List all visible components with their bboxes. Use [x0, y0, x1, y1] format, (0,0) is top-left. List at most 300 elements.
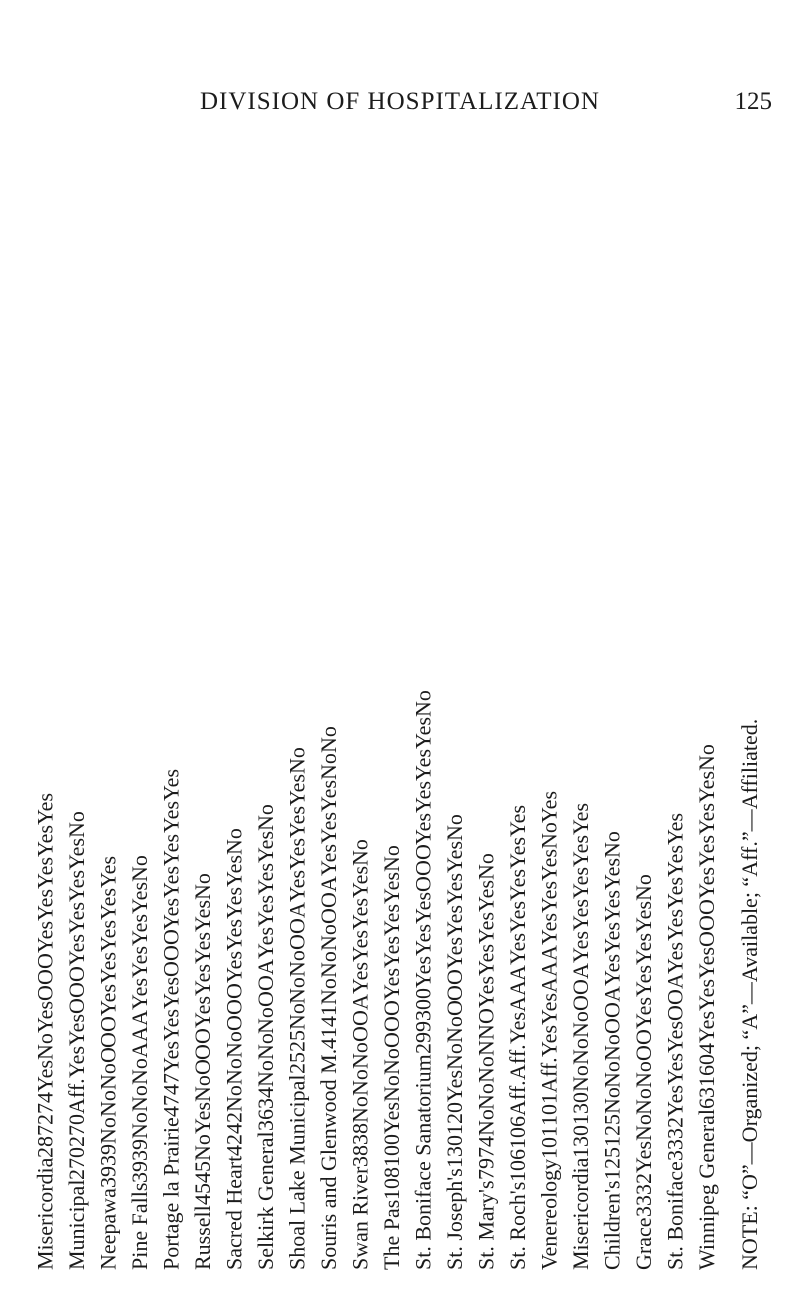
status-cell: Yes	[253, 830, 278, 863]
hospital-name: St. Roch's	[505, 1181, 530, 1270]
status-cell: N	[473, 1039, 499, 1056]
status-cell: Yes	[473, 912, 499, 945]
status-cell: No	[568, 1037, 593, 1065]
status-cell: No	[190, 872, 215, 900]
status-cell: No	[473, 853, 499, 881]
hospital-name: St. Joseph's	[442, 1168, 467, 1270]
status-cell: No	[379, 845, 404, 873]
status-cell: Yes	[253, 926, 278, 959]
status-cell: Yes	[95, 983, 121, 1016]
bed-capacity: 39	[127, 1160, 152, 1183]
status-cell: O	[284, 918, 310, 934]
status-cell: O	[316, 892, 341, 909]
status-cell: Yes	[694, 803, 719, 836]
status-cell: Yes	[473, 880, 499, 913]
status-cell: No	[347, 1068, 373, 1096]
status-cell: O	[442, 968, 467, 985]
status-cell: Yes	[379, 1101, 404, 1134]
status-cell: Yes	[127, 914, 152, 947]
status-cell: No	[631, 874, 656, 901]
status-cell: O	[284, 933, 310, 950]
status-cell: No	[221, 828, 247, 856]
status-cell: Yes	[190, 1102, 215, 1135]
status-cell: No	[253, 804, 278, 831]
status-cell: Yes	[631, 997, 656, 1030]
status-cell: No	[284, 976, 310, 1004]
bed-count: 106	[505, 1115, 530, 1149]
status-cell: No	[379, 1074, 404, 1102]
status-cell: Yes	[379, 904, 404, 937]
status-cell: Yes	[662, 1021, 688, 1054]
status-cell: No	[379, 1047, 404, 1075]
status-cell: No	[316, 924, 341, 951]
bed-count: 125	[599, 1114, 625, 1148]
table-row	[30, 150, 61, 1270]
status-cell: No	[95, 1090, 121, 1118]
bed-capacity: 631	[694, 1076, 719, 1109]
status-cell: Yes	[662, 845, 688, 878]
status-cell: Yes	[347, 930, 373, 963]
status-cell: Yes	[536, 1025, 562, 1058]
status-cell: O	[221, 999, 247, 1016]
status-cell: Yes	[662, 877, 688, 910]
hospital-name: St. Mary's	[473, 1180, 499, 1270]
status-cell: Yes	[32, 856, 58, 889]
status-cell: Yes	[253, 862, 278, 895]
hospital-name: Russell	[190, 1205, 215, 1270]
running-title: DIVISION OF HOSPITALIZATION	[200, 88, 600, 115]
status-cell: Yes	[694, 771, 719, 804]
status-cell: Yes	[64, 1013, 89, 1046]
status-cell: Yes	[316, 780, 341, 813]
hospital-name: Swan River	[347, 1166, 373, 1270]
status-cell: Yes	[284, 838, 310, 871]
status-cell: No	[316, 977, 341, 1005]
status-cell: Yes	[442, 840, 467, 873]
status-cell: Yes	[505, 900, 530, 933]
status-cell: A	[505, 996, 530, 1013]
status-cell: No	[473, 1055, 499, 1083]
status-cell: Yes	[505, 804, 530, 837]
bed-count: 32	[662, 1117, 688, 1140]
status-cell: O	[662, 989, 688, 1006]
status-cell: Yes	[473, 944, 499, 977]
status-cell: No	[127, 1111, 152, 1139]
status-cell: Yes	[694, 867, 719, 900]
status-cell: O	[347, 1010, 373, 1027]
status-cell: Yes	[190, 931, 215, 964]
bed-count: 130	[568, 1091, 593, 1125]
status-cell: O	[410, 860, 436, 877]
bed-capacity: 47	[158, 1095, 184, 1118]
status-cell: Yes	[95, 887, 121, 920]
status-cell: No	[284, 1003, 310, 1031]
status-cell: A	[662, 973, 688, 990]
bed-capacity: 39	[95, 1166, 121, 1189]
hospital-name: Neepawa	[95, 1188, 121, 1270]
status-cell: Yes	[662, 909, 688, 942]
bed-count: 42	[221, 1111, 247, 1134]
status-cell: Yes	[599, 858, 625, 891]
status-cell: Yes	[568, 899, 593, 932]
status-cell: Yes	[599, 922, 625, 955]
status-cell: O	[158, 961, 184, 978]
status-cell: O	[64, 982, 89, 998]
bed-count: 39	[127, 1138, 152, 1161]
status-cell: Yes	[32, 920, 58, 953]
status-cell: Yes	[410, 780, 436, 813]
status-cell: Yes	[536, 881, 562, 914]
hospital-name: Misericordia	[32, 1157, 58, 1270]
status-cell: Yes	[379, 968, 404, 1001]
status-cell: O	[316, 908, 341, 925]
status-cell: Yes	[536, 913, 562, 946]
bed-count: 32	[631, 1173, 656, 1196]
status-cell: A	[316, 876, 341, 893]
page-header	[0, 88, 800, 128]
status-cell: O	[347, 1026, 373, 1043]
bed-count: 120	[442, 1102, 467, 1136]
status-cell: No	[64, 811, 89, 839]
status-cell: Yes	[505, 1012, 530, 1045]
status-cell: Yes	[64, 870, 89, 903]
bed-capacity: 125	[599, 1147, 625, 1181]
hospital-table-rotated	[30, 150, 770, 1270]
bed-capacity: 25	[284, 1052, 310, 1075]
status-cell: Yes	[631, 932, 656, 965]
status-cell: Yes	[32, 888, 58, 921]
status-cell: Yes	[158, 1041, 184, 1074]
hospital-name: The Pas	[379, 1199, 404, 1270]
status-cell: O	[32, 968, 58, 985]
status-cell: Yes	[442, 872, 467, 905]
status-cell: Yes	[410, 748, 436, 781]
status-cell: A	[127, 1010, 152, 1027]
status-cell: No	[127, 1084, 152, 1112]
status-cell: Yes	[158, 1009, 184, 1042]
status-cell: No	[316, 951, 341, 978]
bed-capacity: 106	[505, 1148, 530, 1182]
status-cell: No	[127, 855, 152, 883]
bed-count: 300	[410, 988, 436, 1022]
status-cell: No	[253, 1060, 278, 1088]
status-cell: O	[599, 1017, 625, 1034]
hospital-name: St. Boniface Sanatorium	[410, 1054, 436, 1270]
status-cell: Yes	[442, 1070, 467, 1103]
status-cell: No	[694, 744, 719, 772]
status-cell: Yes	[536, 849, 562, 882]
status-cell: No	[32, 1032, 58, 1060]
status-cell: Yes	[158, 865, 184, 898]
status-cell: O	[190, 1027, 215, 1044]
status-cell: A	[284, 902, 310, 919]
status-cell: Yes	[568, 835, 593, 868]
bed-capacity: 270	[64, 1146, 89, 1180]
status-cell: No	[284, 747, 310, 775]
status-cell: No	[442, 1016, 467, 1044]
status-cell: No	[442, 813, 467, 841]
status-cell: O	[694, 915, 719, 932]
status-cell: No	[221, 1031, 247, 1058]
status-cell: Yes	[221, 855, 247, 888]
status-cell: O	[95, 1015, 121, 1032]
status-cell: Yes	[158, 897, 184, 930]
status-cell: A	[127, 1042, 152, 1058]
status-cell: A	[505, 980, 530, 997]
status-cell: No	[473, 1109, 499, 1137]
bed-capacity: 130	[442, 1135, 467, 1169]
bed-count: 47	[158, 1073, 184, 1096]
hospital-name: Souris and Glenwood M.	[316, 1048, 341, 1270]
status-cell: Aff.	[536, 1057, 562, 1093]
status-cell: Yes	[190, 963, 215, 996]
status-cell: O	[662, 1005, 688, 1022]
status-cell: No	[631, 1087, 656, 1115]
status-cell: Yes	[631, 1141, 656, 1174]
status-cell: No	[95, 1063, 121, 1091]
hospital-name: Grace	[631, 1217, 656, 1270]
status-cell: Yes	[190, 995, 215, 1028]
bed-count: 39	[95, 1144, 121, 1167]
status-cell: Yes	[347, 898, 373, 931]
bed-count: 25	[284, 1030, 310, 1053]
status-cell: Yes	[599, 890, 625, 923]
status-cell: O	[379, 1016, 404, 1033]
status-cell: A	[505, 964, 530, 981]
status-cell: Yes	[410, 716, 436, 749]
status-cell: O	[473, 1008, 499, 1025]
status-cell: Yes	[379, 872, 404, 905]
status-cell: O	[694, 899, 719, 916]
status-cell: Yes	[662, 1053, 688, 1086]
table-note: NOTE: “O”—Organized; “A”—Available; “Aff.”—Affiliated.	[737, 718, 762, 1270]
status-cell: No	[347, 1095, 373, 1123]
status-cell: Yes	[64, 902, 89, 935]
status-cell: No	[410, 689, 436, 717]
status-cell: Yes	[221, 951, 247, 984]
status-cell: Yes	[442, 904, 467, 937]
status-cell: O	[599, 1002, 625, 1018]
bed-count: 274	[32, 1091, 58, 1125]
bed-count: 101	[536, 1092, 562, 1126]
page-number: 125	[734, 88, 772, 115]
status-cell: Aff.	[505, 1080, 530, 1116]
status-cell: O	[631, 1044, 656, 1061]
status-cell: Yes	[95, 855, 121, 888]
status-cell: O	[379, 1032, 404, 1048]
status-cell: O	[158, 929, 184, 946]
status-cell: O	[253, 990, 278, 1007]
status-cell: Yes	[662, 813, 688, 846]
status-cell: O	[221, 983, 247, 1000]
status-cell: A	[253, 958, 278, 975]
status-cell: Yes	[284, 774, 310, 807]
status-cell: O	[221, 1015, 247, 1032]
status-cell: Aff.	[64, 1077, 89, 1114]
status-cell: O	[64, 966, 89, 983]
status-cell: Yes	[127, 978, 152, 1011]
status-cell: Yes	[694, 1010, 719, 1043]
status-cell: Yes	[410, 892, 436, 925]
status-cell: O	[442, 1000, 467, 1017]
bed-capacity: 79	[473, 1158, 499, 1181]
bed-count: 270	[64, 1113, 89, 1147]
status-cell: A	[599, 986, 625, 1003]
bed-capacity: 299	[410, 1021, 436, 1055]
status-cell: No	[127, 1057, 152, 1085]
status-cell: Yes	[568, 931, 593, 964]
status-cell: Yes	[662, 1085, 688, 1118]
status-cell: Yes	[158, 769, 184, 802]
bed-capacity: 41	[316, 1026, 341, 1049]
status-cell: Yes	[221, 919, 247, 952]
hospital-table	[30, 150, 770, 1270]
bed-count: 45	[190, 1161, 215, 1184]
status-cell: A	[347, 994, 373, 1011]
hospital-name: Winnipeg General	[694, 1109, 719, 1270]
status-cell: No	[347, 839, 373, 867]
status-cell: Yes	[95, 951, 121, 984]
status-cell: Yes	[284, 806, 310, 839]
status-cell: No	[253, 1006, 278, 1034]
status-cell: Yes	[64, 838, 89, 871]
status-cell: A	[536, 945, 562, 962]
status-cell: Yes	[95, 919, 121, 952]
status-cell: Yes	[316, 812, 341, 845]
status-cell: N	[473, 1024, 499, 1040]
status-cell: Yes	[32, 1000, 58, 1033]
status-cell: Yes	[158, 801, 184, 834]
status-cell: O	[410, 844, 436, 861]
bed-count: 604	[694, 1043, 719, 1076]
status-cell: Yes	[473, 976, 499, 1009]
status-cell: Yes	[32, 824, 58, 857]
status-cell: No	[347, 1042, 373, 1069]
bed-capacity: 36	[253, 1109, 278, 1132]
status-cell: A	[127, 1026, 152, 1043]
status-cell: A	[536, 961, 562, 978]
status-cell: O	[190, 1043, 215, 1060]
status-cell: Yes	[410, 956, 436, 989]
status-cell: No	[568, 1064, 593, 1092]
bed-capacity: 101	[536, 1125, 562, 1159]
status-cell: Yes	[505, 932, 530, 965]
status-cell: O	[442, 984, 467, 1001]
status-cell: Yes	[379, 936, 404, 969]
status-cell: O	[694, 931, 719, 947]
hospital-name: St. Boniface	[662, 1161, 688, 1270]
status-cell: O	[95, 1047, 121, 1064]
status-cell: O	[95, 1031, 121, 1048]
status-cell: O	[253, 974, 278, 991]
status-cell: No	[473, 1082, 499, 1110]
status-cell: O	[190, 1059, 215, 1076]
status-cell: Yes	[410, 924, 436, 957]
status-cell: Yes	[505, 868, 530, 901]
bed-capacity: 33	[662, 1139, 688, 1162]
status-cell: Yes	[442, 936, 467, 969]
bed-capacity: 287	[32, 1124, 58, 1158]
status-cell: Yes	[158, 977, 184, 1010]
status-cell: Yes	[64, 934, 89, 967]
bed-count: 41	[316, 1004, 341, 1027]
hospital-name: Pine Falls	[127, 1182, 152, 1270]
status-cell: Yes	[694, 978, 719, 1011]
hospital-name: Venereology	[536, 1158, 562, 1270]
status-cell: Yes	[631, 964, 656, 997]
status-cell: No	[284, 949, 310, 977]
status-cell: No	[253, 1033, 278, 1061]
bed-count: 74	[473, 1136, 499, 1159]
hospital-name: Children's	[599, 1180, 625, 1270]
status-cell: Yes	[221, 887, 247, 920]
status-cell: Yes	[536, 790, 562, 823]
hospital-name: Portage la Prairie	[158, 1117, 184, 1270]
bed-capacity: 130	[568, 1124, 593, 1158]
status-cell: Yes	[505, 836, 530, 869]
status-cell: No	[599, 1060, 625, 1088]
status-cell: O	[64, 997, 89, 1014]
bed-capacity: 42	[221, 1133, 247, 1156]
status-cell: No	[190, 1075, 215, 1103]
bed-capacity: 33	[631, 1195, 656, 1218]
status-cell: Yes	[410, 812, 436, 845]
bed-capacity: 108	[379, 1166, 404, 1200]
status-cell: Yes	[158, 833, 184, 866]
status-cell: Yes	[536, 993, 562, 1026]
status-cell: No	[316, 753, 341, 781]
status-cell: Yes	[316, 844, 341, 877]
status-cell: No	[599, 1033, 625, 1061]
status-cell: O	[32, 984, 58, 1001]
status-cell: Yes	[347, 866, 373, 899]
bed-capacity: 45	[190, 1183, 215, 1206]
status-cell: Yes	[694, 835, 719, 868]
status-cell: O	[410, 876, 436, 893]
status-cell: Yes	[32, 1059, 58, 1092]
status-cell: No	[95, 1117, 121, 1145]
status-cell: O	[631, 1029, 656, 1045]
status-cell: Aff.	[505, 1044, 530, 1081]
status-cell: No	[190, 1134, 215, 1162]
status-cell: Yes	[253, 894, 278, 927]
hospital-name: Sacred Heart	[221, 1155, 247, 1270]
status-cell: Yes	[127, 946, 152, 979]
status-cell: Yes	[190, 899, 215, 932]
status-cell: Yes	[568, 803, 593, 836]
status-cell: Yes	[599, 954, 625, 987]
status-cell: Yes	[631, 900, 656, 933]
status-cell: O	[379, 1000, 404, 1017]
status-cell: Yes	[284, 870, 310, 903]
status-cell: O	[32, 953, 58, 969]
bed-count: 38	[347, 1122, 373, 1145]
status-cell: O	[158, 945, 184, 962]
status-cell: Yes	[568, 867, 593, 900]
status-cell: No	[599, 831, 625, 859]
status-cell: O	[568, 979, 593, 996]
status-cell: Yes	[347, 962, 373, 995]
hospital-name: Shoal Lake Municipal	[284, 1074, 310, 1270]
bed-count: 100	[379, 1133, 404, 1167]
status-cell: No	[631, 1114, 656, 1142]
status-cell: Yes	[694, 946, 719, 979]
status-cell: Yes	[32, 792, 58, 825]
status-cell: O	[568, 995, 593, 1011]
status-cell: No	[536, 822, 562, 850]
status-cell: Yes	[64, 1045, 89, 1078]
status-cell: No	[631, 1060, 656, 1088]
